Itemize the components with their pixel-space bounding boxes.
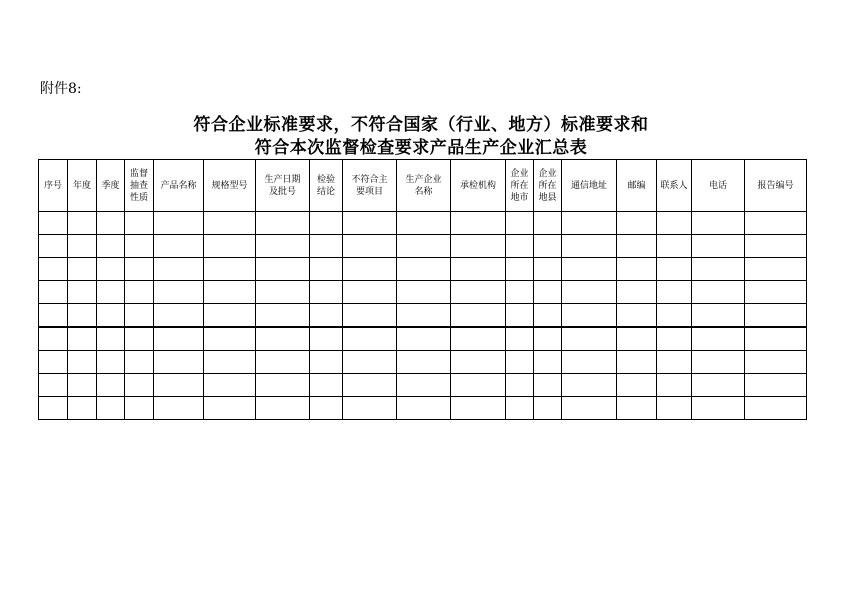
table-row <box>39 212 807 235</box>
table-cell <box>506 235 534 258</box>
table-cell <box>39 235 68 258</box>
table-cell <box>397 374 451 397</box>
table-row <box>39 304 807 328</box>
table-cell <box>204 397 256 420</box>
table-cell <box>204 235 256 258</box>
table-cell <box>534 281 562 304</box>
table-cell <box>97 327 125 351</box>
document-title-line-2: 符合本次监督检查要求产品生产企业汇总表 <box>254 138 588 158</box>
table-row <box>39 281 807 304</box>
table-cell <box>343 281 397 304</box>
table-cell <box>534 212 562 235</box>
table-cell <box>204 281 256 304</box>
table-cell <box>745 281 807 304</box>
table-cell <box>154 281 204 304</box>
table-cell <box>125 258 154 281</box>
table-cell <box>506 374 534 397</box>
table-cell <box>256 327 310 351</box>
table-cell <box>39 351 68 374</box>
table-cell <box>745 235 807 258</box>
table-cell <box>562 374 617 397</box>
table-cell <box>397 351 451 374</box>
column-header: 企业 所在 地县 <box>534 160 562 212</box>
table-cell <box>451 351 506 374</box>
table-cell <box>617 235 657 258</box>
table-row <box>39 258 807 281</box>
table-cell <box>256 258 310 281</box>
table-cell <box>397 212 451 235</box>
table-cell <box>534 258 562 281</box>
table-cell <box>343 258 397 281</box>
table-cell <box>451 374 506 397</box>
table-cell <box>562 281 617 304</box>
table-cell <box>204 304 256 328</box>
table-cell <box>39 327 68 351</box>
table-cell <box>68 327 97 351</box>
table-cell <box>125 212 154 235</box>
table-cell <box>451 235 506 258</box>
table-cell <box>256 304 310 328</box>
table-cell <box>657 327 692 351</box>
column-header: 季度 <box>97 160 125 212</box>
column-header: 生产企业 名称 <box>397 160 451 212</box>
table-cell <box>657 235 692 258</box>
table-cell <box>39 397 68 420</box>
column-header: 规格型号 <box>204 160 256 212</box>
table-cell <box>343 397 397 420</box>
table-cell <box>657 351 692 374</box>
table-cell <box>97 235 125 258</box>
table-cell <box>562 327 617 351</box>
table-cell <box>534 374 562 397</box>
table-cell <box>692 397 745 420</box>
table-cell <box>310 374 343 397</box>
table-cell <box>154 258 204 281</box>
table-cell <box>534 351 562 374</box>
table-cell <box>562 258 617 281</box>
table-cell <box>39 258 68 281</box>
table-cell <box>692 281 745 304</box>
column-header: 生产日期 及批号 <box>256 160 310 212</box>
table-cell <box>534 397 562 420</box>
table-cell <box>562 212 617 235</box>
table-cell <box>97 281 125 304</box>
table-cell <box>125 235 154 258</box>
column-header: 承检机构 <box>451 160 506 212</box>
table-cell <box>617 304 657 328</box>
table-cell <box>534 235 562 258</box>
table-cell <box>39 374 68 397</box>
table-cell <box>343 304 397 328</box>
table-cell <box>657 281 692 304</box>
table-cell <box>692 351 745 374</box>
table-cell <box>451 327 506 351</box>
table-cell <box>97 304 125 328</box>
table-cell <box>310 281 343 304</box>
table-cell <box>68 374 97 397</box>
table-cell <box>39 212 68 235</box>
table-cell <box>125 397 154 420</box>
column-header: 检验 结论 <box>310 160 343 212</box>
table-cell <box>343 374 397 397</box>
column-header: 产品名称 <box>154 160 204 212</box>
table-cell <box>68 235 97 258</box>
table-cell <box>310 351 343 374</box>
table-cell <box>204 351 256 374</box>
table-cell <box>451 212 506 235</box>
attachment-label: 附件8: <box>40 81 82 97</box>
column-header: 邮编 <box>617 160 657 212</box>
table-cell <box>343 351 397 374</box>
table-cell <box>256 351 310 374</box>
column-header: 联系人 <box>657 160 692 212</box>
table-cell <box>204 258 256 281</box>
table-cell <box>397 397 451 420</box>
table-cell <box>154 304 204 328</box>
table-cell <box>617 281 657 304</box>
table-cell <box>343 212 397 235</box>
table-cell <box>397 235 451 258</box>
table-cell <box>125 281 154 304</box>
table-cell <box>310 397 343 420</box>
table-cell <box>562 235 617 258</box>
table-cell <box>692 235 745 258</box>
table-cell <box>397 327 451 351</box>
table-cell <box>97 351 125 374</box>
table-row <box>39 374 807 397</box>
document-title-line-1: 符合企业标准要求，不符合国家（行业、地方）标准要求和 <box>193 115 649 135</box>
table-cell <box>506 351 534 374</box>
table-cell <box>745 374 807 397</box>
table-cell <box>68 258 97 281</box>
table-cell <box>310 327 343 351</box>
table-cell <box>617 374 657 397</box>
table-cell <box>68 212 97 235</box>
table-cell <box>256 374 310 397</box>
table-cell <box>562 351 617 374</box>
table-cell <box>204 327 256 351</box>
table-cell <box>39 281 68 304</box>
table-cell <box>256 235 310 258</box>
table-cell <box>657 304 692 328</box>
table-row <box>39 397 807 420</box>
table-row <box>39 235 807 258</box>
table-cell <box>506 258 534 281</box>
table-cell <box>451 258 506 281</box>
table-cell <box>310 212 343 235</box>
table-cell <box>310 235 343 258</box>
table-cell <box>154 351 204 374</box>
table-cell <box>617 258 657 281</box>
table-cell <box>692 374 745 397</box>
table-cell <box>745 212 807 235</box>
table-cell <box>692 327 745 351</box>
table-cell <box>617 212 657 235</box>
table-header-row <box>39 160 807 212</box>
table-body <box>39 212 807 420</box>
table-cell <box>506 397 534 420</box>
table-cell <box>39 304 68 328</box>
table-cell <box>506 212 534 235</box>
table-cell <box>506 281 534 304</box>
table-cell <box>562 304 617 328</box>
table-cell <box>256 212 310 235</box>
table-cell <box>745 327 807 351</box>
table-cell <box>617 351 657 374</box>
table-row <box>39 327 807 351</box>
table-cell <box>657 397 692 420</box>
table-cell <box>451 281 506 304</box>
table-cell <box>451 304 506 328</box>
table-cell <box>68 304 97 328</box>
table-cell <box>154 397 204 420</box>
table-cell <box>125 327 154 351</box>
table-cell <box>68 281 97 304</box>
table-cell <box>343 327 397 351</box>
table-cell <box>692 304 745 328</box>
table-cell <box>125 304 154 328</box>
column-header: 企业 所在 地市 <box>506 160 534 212</box>
table-cell <box>657 212 692 235</box>
table-cell <box>534 327 562 351</box>
table-cell <box>692 212 745 235</box>
column-header: 不符合主 要项目 <box>343 160 397 212</box>
table-cell <box>506 304 534 328</box>
column-header: 序号 <box>39 160 68 212</box>
table-cell <box>154 235 204 258</box>
table-cell <box>256 281 310 304</box>
table-cell <box>397 281 451 304</box>
table-cell <box>310 258 343 281</box>
table-cell <box>68 351 97 374</box>
table-cell <box>745 397 807 420</box>
column-header: 报告编号 <box>745 160 807 212</box>
table-cell <box>154 374 204 397</box>
table-cell <box>657 374 692 397</box>
table-cell <box>97 212 125 235</box>
table-cell <box>125 374 154 397</box>
table-cell <box>125 351 154 374</box>
table-cell <box>451 397 506 420</box>
table-cell <box>343 235 397 258</box>
table-cell <box>657 258 692 281</box>
table-cell <box>204 212 256 235</box>
table-cell <box>154 327 204 351</box>
summary-table <box>38 159 807 420</box>
table-cell <box>204 374 256 397</box>
table-cell <box>745 304 807 328</box>
column-header: 通信地址 <box>562 160 617 212</box>
table-cell <box>534 304 562 328</box>
table-cell <box>745 258 807 281</box>
table-cell <box>97 397 125 420</box>
table-cell <box>397 258 451 281</box>
table-cell <box>256 397 310 420</box>
table-cell <box>97 258 125 281</box>
table-cell <box>692 258 745 281</box>
table-cell <box>397 304 451 328</box>
table-cell <box>617 327 657 351</box>
table-cell <box>68 397 97 420</box>
table-cell <box>97 374 125 397</box>
table-cell <box>506 327 534 351</box>
table-cell <box>562 397 617 420</box>
table-row <box>39 351 807 374</box>
column-header: 监督 抽查 性质 <box>125 160 154 212</box>
table-cell <box>745 351 807 374</box>
table-cell <box>310 304 343 328</box>
column-header: 年度 <box>68 160 97 212</box>
table-cell <box>617 397 657 420</box>
column-header: 电话 <box>692 160 745 212</box>
table-cell <box>154 212 204 235</box>
